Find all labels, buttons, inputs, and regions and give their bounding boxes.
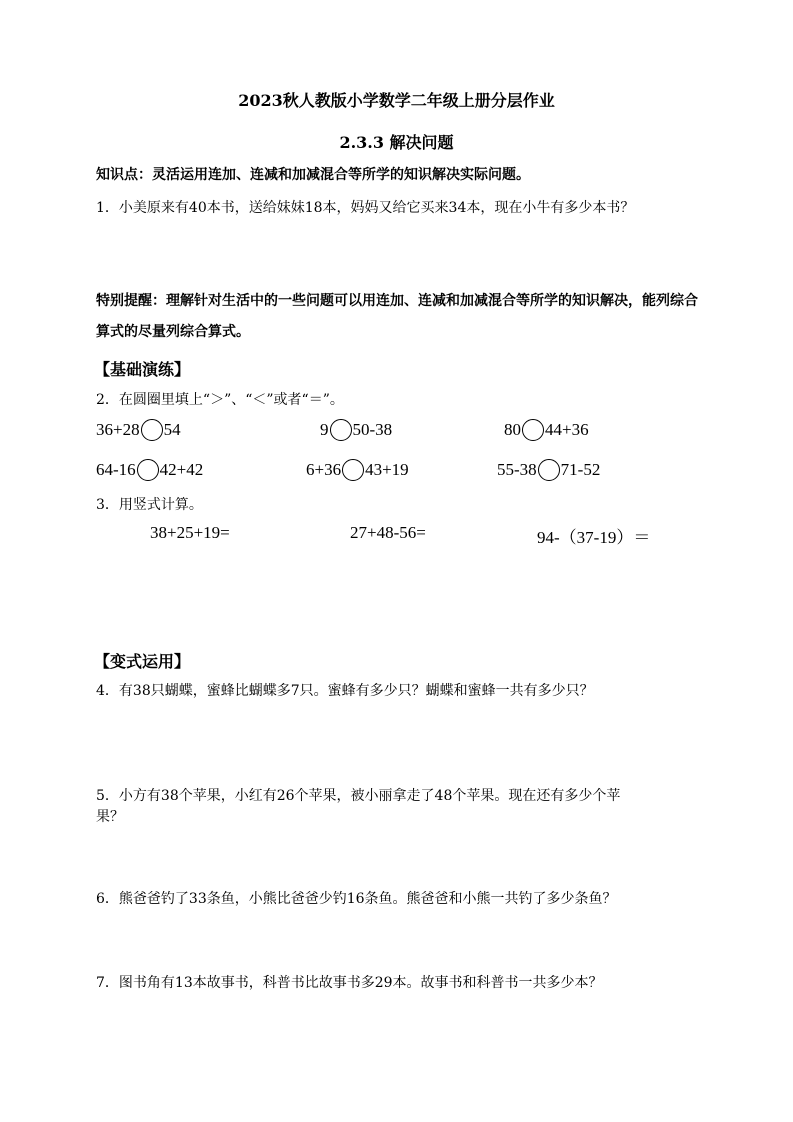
- compare-left: 55-38: [497, 460, 537, 479]
- question-3: 3．用竖式计算。: [96, 497, 203, 513]
- vertical-calc-1: 38+25+19=: [150, 523, 230, 542]
- question-1: 1．小美原来有40本书，送给妹妹18本，妈妈又给它买来34本，现在小牛有多少本书？: [96, 200, 635, 216]
- section-variant-heading: 【变式运用】: [94, 652, 191, 671]
- compare-item: [306, 459, 409, 481]
- answer-circle[interactable]: [141, 419, 163, 441]
- question-5-line-1: 5．小方有38个苹果，小红有26个苹果，被小丽拿走了48个苹果。现在还有多少个苹: [96, 788, 621, 804]
- compare-right: 71-52: [560, 460, 601, 479]
- compare-item: [504, 419, 589, 441]
- compare-right: 43+19: [365, 460, 409, 479]
- compare-item: [320, 419, 392, 441]
- tip-line-2: 算式的尽量列综合算式。: [96, 324, 250, 340]
- answer-circle[interactable]: [137, 459, 159, 481]
- knowledge-point: 知识点：灵活运用连加、连减和加减混合等所学的知识解决实际问题。: [96, 167, 530, 183]
- compare-left: 6+36: [306, 460, 342, 479]
- compare-right: 42+42: [159, 460, 204, 479]
- page-subtitle: 2.3.3 解决问题: [339, 133, 454, 152]
- compare-left: 36+28: [96, 420, 140, 439]
- question-5-line-2: 果？: [96, 809, 124, 825]
- compare-item: [497, 459, 600, 481]
- compare-right: 50-38: [352, 420, 393, 439]
- vertical-calc-2: 27+48-56=: [350, 523, 426, 542]
- answer-circle[interactable]: [522, 419, 544, 441]
- vertical-calc-3: 94-（37-19）＝: [537, 528, 651, 547]
- section-basic-heading: 【基础演练】: [94, 360, 191, 379]
- compare-item: [96, 419, 181, 441]
- answer-circle[interactable]: [538, 459, 560, 481]
- question-6: 6．熊爸爸钓了33条鱼，小熊比爸爸少钓16条鱼。熊爸爸和小熊一共钓了多少条鱼？: [96, 891, 617, 907]
- compare-left: 9: [320, 420, 329, 439]
- page-title: 2023秋人教版小学数学二年级上册分层作业: [238, 91, 555, 110]
- compare-item: [96, 459, 203, 481]
- compare-left: 80: [504, 420, 521, 439]
- question-4: 4．有38只蝴蝶，蜜蜂比蝴蝶多7只。蜜蜂有多少只？蝴蝶和蜜蜂一共有多少只？: [96, 683, 594, 699]
- compare-right: 54: [163, 420, 181, 439]
- answer-circle[interactable]: [342, 459, 364, 481]
- compare-right: 44+36: [545, 420, 589, 439]
- answer-circle[interactable]: [330, 419, 352, 441]
- compare-left: 64-16: [96, 460, 136, 479]
- tip-line-1: 特别提醒：理解针对生活中的一些问题可以用连加、连减和加减混合等所学的知识解决，能列综合: [96, 293, 698, 309]
- question-7: 7．图书角有13本故事书，科普书比故事书多29本。故事书和科普书一共多少本？: [96, 975, 603, 991]
- question-2: 2．在圆圈里填上“＞”、“＜”或者“＝”。: [96, 392, 344, 408]
